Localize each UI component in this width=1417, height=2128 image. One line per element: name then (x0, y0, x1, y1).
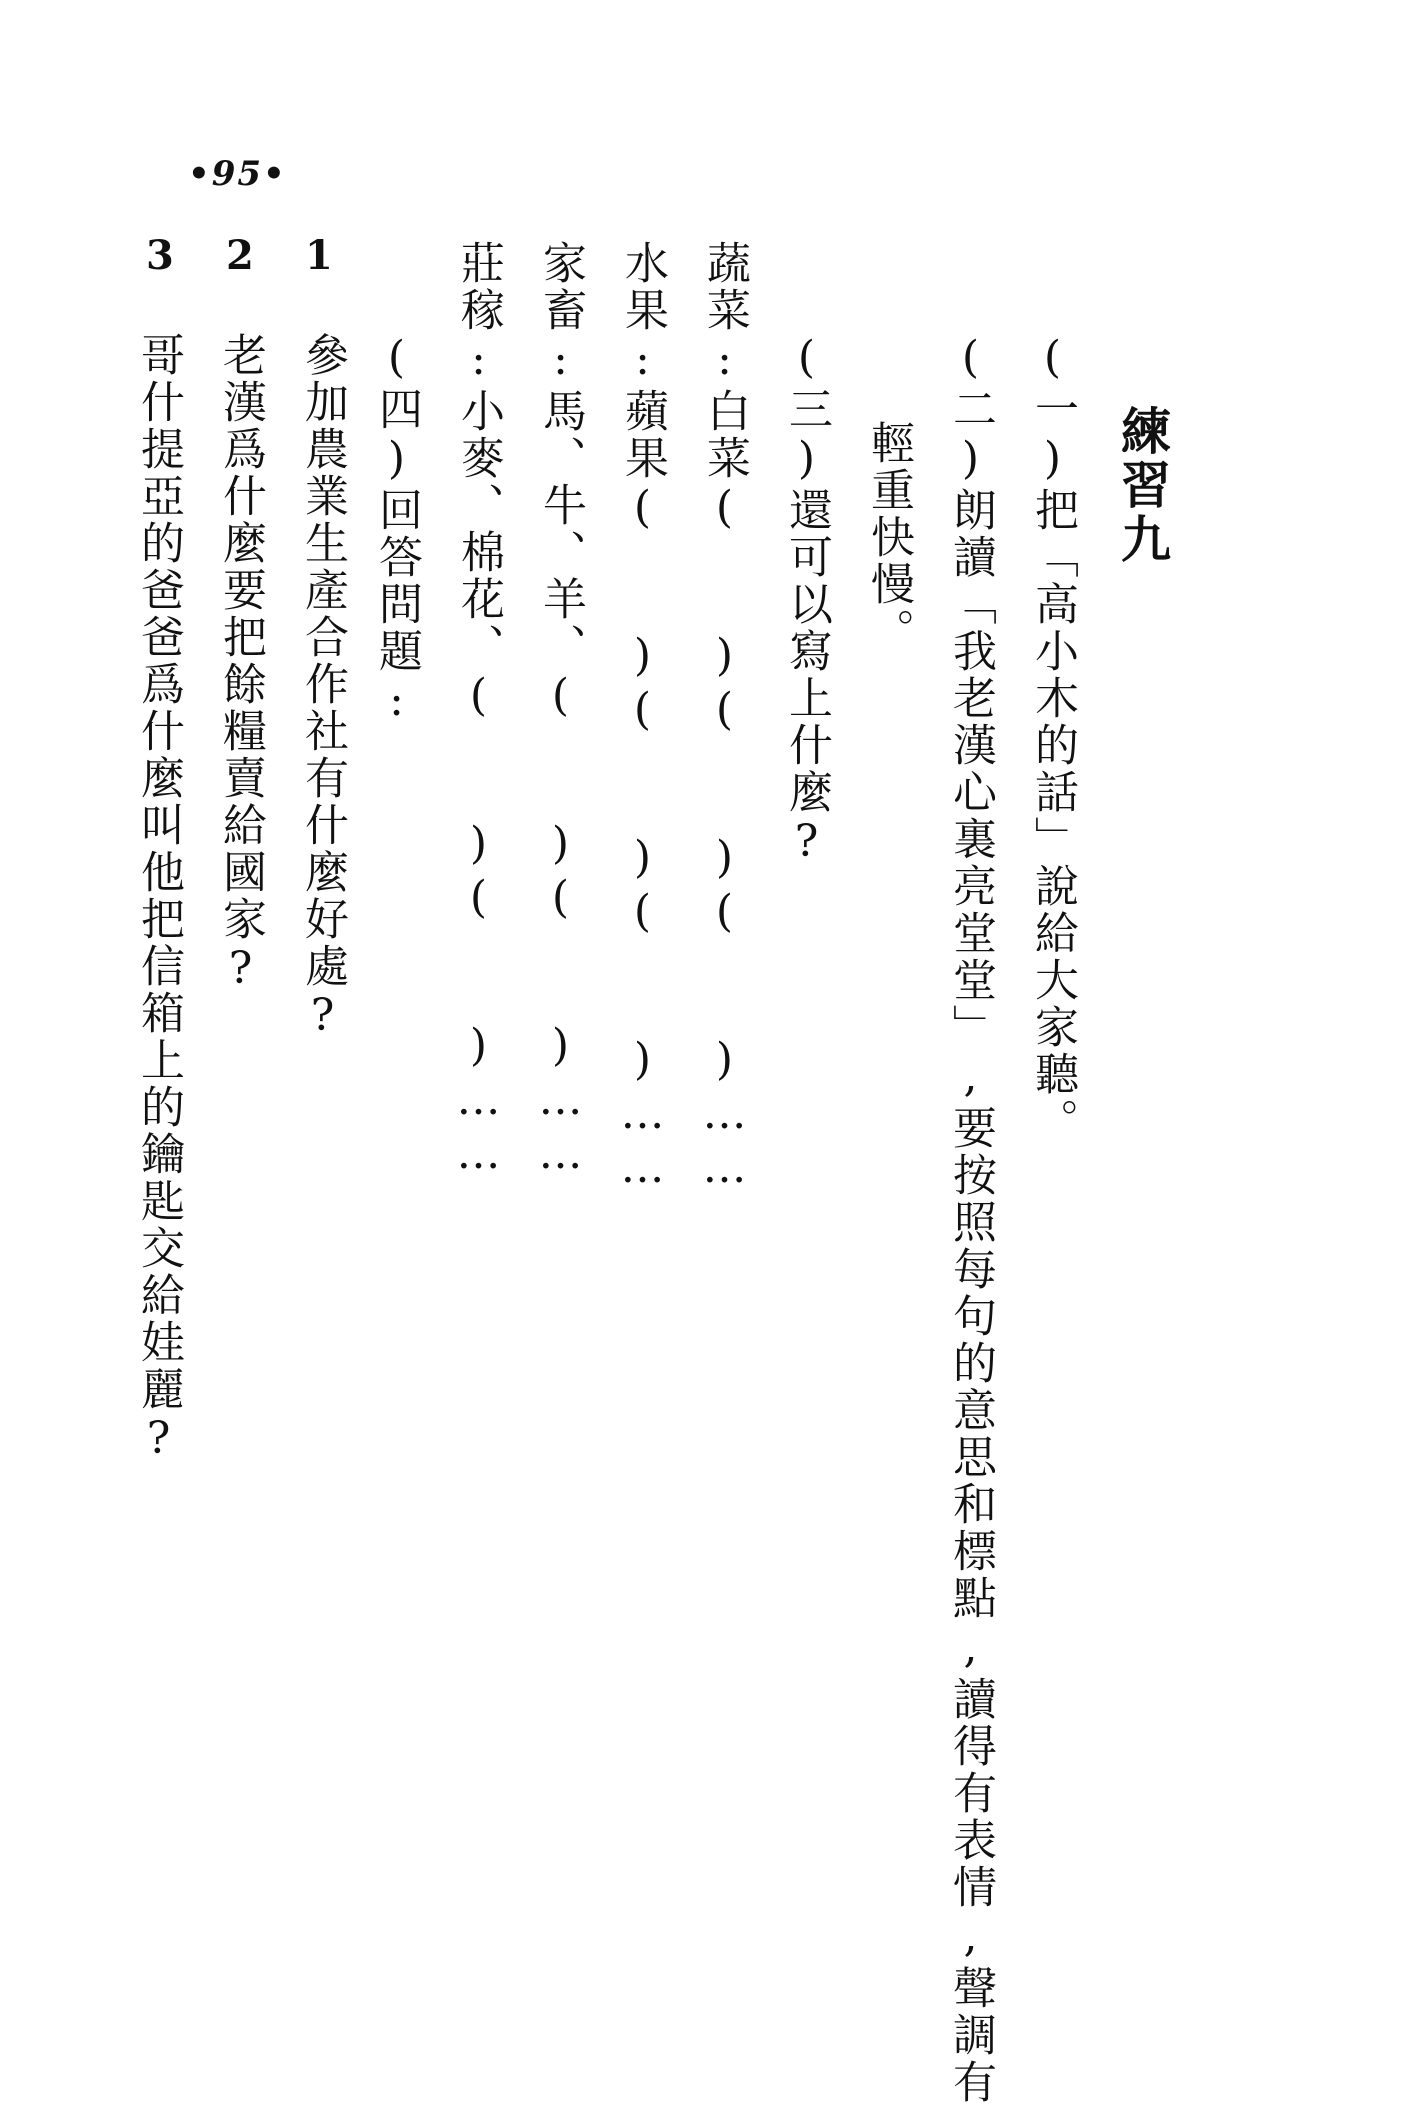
question-3: 哥什提亞的爸爸爲什麼叫他把信箱上的鑰匙交給娃麗? (133, 332, 184, 1467)
exercise-4: (四)回答問題: (371, 332, 422, 729)
question-number-1: 1 (305, 232, 333, 279)
fill-row-vegetables: 蔬菜:白菜( )( )( )…… (699, 240, 750, 1196)
exercise-2-line-1: (二)朗讀「我老漢心裏亮堂堂」,要按照每句的意思和標點,讀得有表情,聲調有 (945, 332, 996, 2106)
question-1: 參加農業生產合作社有什麼好處? (297, 332, 348, 1044)
fill-row-fruits: 水果:蘋果( )( )( )…… (617, 240, 668, 1196)
exercise-3: (三)還可以寫上什麼? (781, 332, 832, 870)
exercise-1: (一)把「高小木的話」說給大家聽。 (1027, 332, 1078, 1145)
question-number-2: 2 (226, 232, 254, 279)
fill-row-crops: 莊稼:小麥、棉花、( )( )…… (453, 240, 504, 1182)
fill-row-livestock: 家畜:馬、牛、羊、( )( )…… (535, 240, 586, 1182)
page-title: 練習九 (1113, 405, 1172, 567)
question-number-3: 3 (146, 232, 174, 279)
page-number: •95• (188, 154, 287, 194)
question-2: 老漢爲什麼要把餘糧賣給國家? (215, 332, 266, 997)
exercise-2-line-2: 輕重快慢。 (863, 420, 914, 655)
